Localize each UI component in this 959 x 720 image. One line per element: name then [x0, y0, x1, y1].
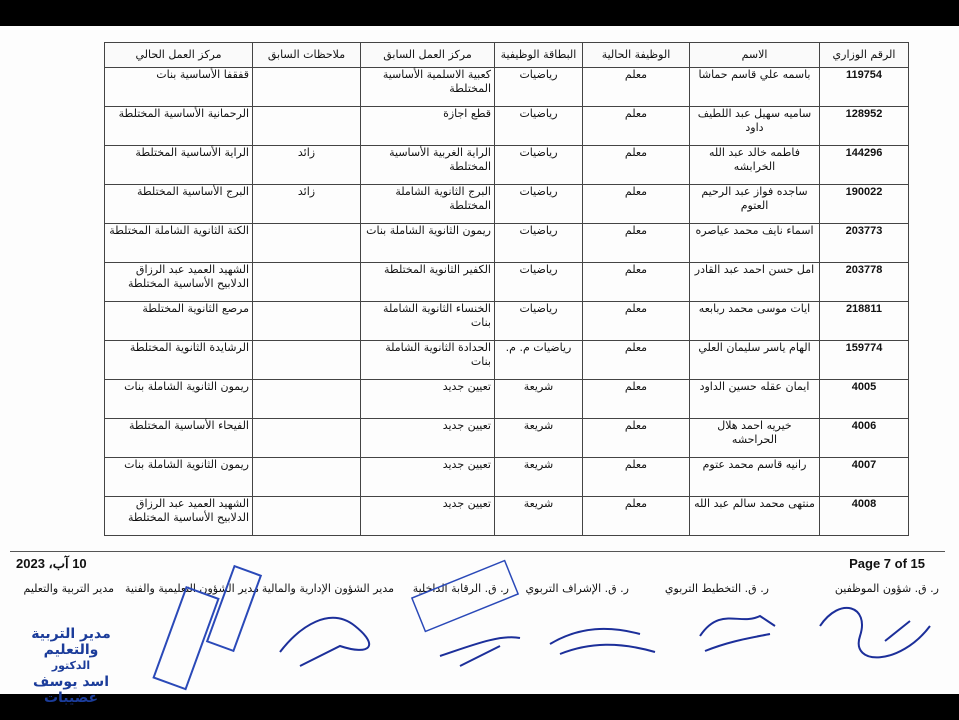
- cell-prev-center: الراية الغربية الأساسية المختلطة: [361, 146, 495, 185]
- cell-card: شريعة: [495, 380, 583, 419]
- cell-id: 144296: [820, 146, 909, 185]
- cell-note: زائد: [253, 185, 361, 224]
- stamp-name: اسد يوسف عضيبات: [32, 674, 109, 706]
- cell-job: معلم: [583, 146, 690, 185]
- cell-job: معلم: [583, 497, 690, 536]
- cell-name: رانيه قاسم محمد عتوم: [690, 458, 820, 497]
- cell-card: رياضيات م. م.: [495, 341, 583, 380]
- cell-card: شريعة: [495, 458, 583, 497]
- cell-name: ساميه سهيل عبد اللطيف داود: [690, 107, 820, 146]
- col-header-current-job: الوظيفة الحالية: [583, 43, 690, 68]
- signature-2: [440, 637, 520, 666]
- cell-job: معلم: [583, 419, 690, 458]
- document-sheet: [0, 26, 959, 706]
- cell-job: معلم: [583, 224, 690, 263]
- cell-card: شريعة: [495, 419, 583, 458]
- signatory-planning: ر. ق. التخطيط التربوي: [664, 582, 769, 595]
- col-header-previous-notes: ملاحظات السابق: [253, 43, 361, 68]
- cell-curr-center: قفقفا الأساسية بنات: [105, 68, 253, 107]
- cell-name: فاطمه خالد عبد الله الخرابشه: [690, 146, 820, 185]
- cell-curr-center: الكتة الثانوية الشاملة المختلطة: [105, 224, 253, 263]
- cell-id: 119754: [820, 68, 909, 107]
- cell-curr-center: الراية الأساسية المختلطة: [105, 146, 253, 185]
- signatory-staff-affairs: ر. ق. شؤون الموظفين: [834, 582, 939, 595]
- cell-card: رياضيات: [495, 185, 583, 224]
- cell-prev-center: الكفير الثانوية المختلطة: [361, 263, 495, 302]
- cell-id: 203778: [820, 263, 909, 302]
- cell-prev-center: الحدادة الثانوية الشاملة بنات: [361, 341, 495, 380]
- cell-id: 159774: [820, 341, 909, 380]
- col-header-current-center: مركز العمل الحالي: [105, 43, 253, 68]
- cell-id: 128952: [820, 107, 909, 146]
- cell-prev-center: تعيين جديد: [361, 458, 495, 497]
- col-header-name: الاسم: [690, 43, 820, 68]
- cell-job: معلم: [583, 302, 690, 341]
- cell-id: 4007: [820, 458, 909, 497]
- cell-name: باسمه علي قاسم حماشا: [690, 68, 820, 107]
- signatory-admin-finance: مدير الشؤون الإدارية والمالية: [261, 582, 394, 595]
- stamp-title: مدير التربية والتعليم: [31, 626, 111, 658]
- cell-prev-center: قطع اجازة: [361, 107, 495, 146]
- cell-job: معلم: [583, 458, 690, 497]
- cell-job: معلم: [583, 341, 690, 380]
- cell-job: معلم: [583, 380, 690, 419]
- cell-prev-center: البرج الثانوية الشاملة المختلطة: [361, 185, 495, 224]
- signatures-and-stamps: [0, 26, 959, 694]
- cell-name: خيريه احمد هلال الحراحشه: [690, 419, 820, 458]
- col-header-ministry-id: الرقم الوزاري: [820, 43, 909, 68]
- cell-name: ايات موسى محمد ربابعه: [690, 302, 820, 341]
- cell-job: معلم: [583, 107, 690, 146]
- signature-4: [700, 616, 775, 651]
- cell-name: الهام ياسر سليمان العلي: [690, 341, 820, 380]
- signature-5: [820, 608, 930, 657]
- cell-name: اسماء نايف محمد عياصره: [690, 224, 820, 263]
- cell-prev-center: كعبية الاسلمية الأساسية المختلطة: [361, 68, 495, 107]
- cell-curr-center: الشهيد العميد عبد الرزاق الدلابيح الأساسية المختلطة: [105, 497, 253, 536]
- cell-prev-center: ريمون الثانوية الشاملة بنات: [361, 224, 495, 263]
- cell-card: رياضيات: [495, 146, 583, 185]
- cell-id: 190022: [820, 185, 909, 224]
- cell-name: ايمان عقله حسين الداود: [690, 380, 820, 419]
- cell-card: رياضيات: [495, 263, 583, 302]
- cell-curr-center: ريمون الثانوية الشاملة بنات: [105, 380, 253, 419]
- cell-name: ساجده فواز عبد الرحيم العتوم: [690, 185, 820, 224]
- signature-3: [550, 629, 655, 654]
- cell-id: 218811: [820, 302, 909, 341]
- cell-card: رياضيات: [495, 68, 583, 107]
- cell-card: رياضيات: [495, 224, 583, 263]
- cell-curr-center: الرشايدة الثانوية المختلطة: [105, 341, 253, 380]
- cell-name: منتهى محمد سالم عبد الله: [690, 497, 820, 536]
- page-number: Page 7 of 15: [849, 556, 925, 571]
- signatory-director: مدير التربية والتعليم: [23, 582, 114, 595]
- document-date: 10 آب، 2023: [16, 556, 87, 571]
- cell-curr-center: البرج الأساسية المختلطة: [105, 185, 253, 224]
- cell-curr-center: مرصع الثانوية المختلطة: [105, 302, 253, 341]
- cell-id: 4006: [820, 419, 909, 458]
- cell-note: زائد: [253, 146, 361, 185]
- cell-card: شريعة: [495, 497, 583, 536]
- cell-job: معلم: [583, 185, 690, 224]
- cell-card: رياضيات: [495, 302, 583, 341]
- signatory-supervision: ر. ق. الإشراف التربوي: [525, 582, 629, 595]
- cell-prev-center: تعيين جديد: [361, 497, 495, 536]
- col-header-job-card: البطاقة الوظيفية: [495, 43, 583, 68]
- cell-id: 4005: [820, 380, 909, 419]
- cell-job: معلم: [583, 263, 690, 302]
- cell-prev-center: تعيين جديد: [361, 380, 495, 419]
- cell-prev-center: الخنساء الثانوية الشاملة بنات: [361, 302, 495, 341]
- cell-id: 4008: [820, 497, 909, 536]
- signatory-educational-affairs: مدير الشؤون التعليمية والفنية: [125, 582, 259, 595]
- cell-card: رياضيات: [495, 107, 583, 146]
- cell-name: امل حسن احمد عبد القادر: [690, 263, 820, 302]
- signatory-internal-audit: ر. ق. الرقابة الداخلية: [412, 582, 509, 595]
- cell-prev-center: تعيين جديد: [361, 419, 495, 458]
- stamp-honorific: الدكتور: [51, 659, 91, 672]
- stamp-seal-3: [412, 561, 518, 632]
- cell-id: 203773: [820, 224, 909, 263]
- cell-curr-center: ريمون الثانوية الشاملة بنات: [105, 458, 253, 497]
- cell-curr-center: الشهيد العميد عبد الرزاق الدلابيح الأساسية المختلطة: [105, 263, 253, 302]
- signature-1: [280, 618, 369, 666]
- cell-job: معلم: [583, 68, 690, 107]
- cell-curr-center: الفيحاء الأساسية المختلطة: [105, 419, 253, 458]
- cell-curr-center: الرحمانية الأساسية المختلطة: [105, 107, 253, 146]
- col-header-previous-center: مركز العمل السابق: [361, 43, 495, 68]
